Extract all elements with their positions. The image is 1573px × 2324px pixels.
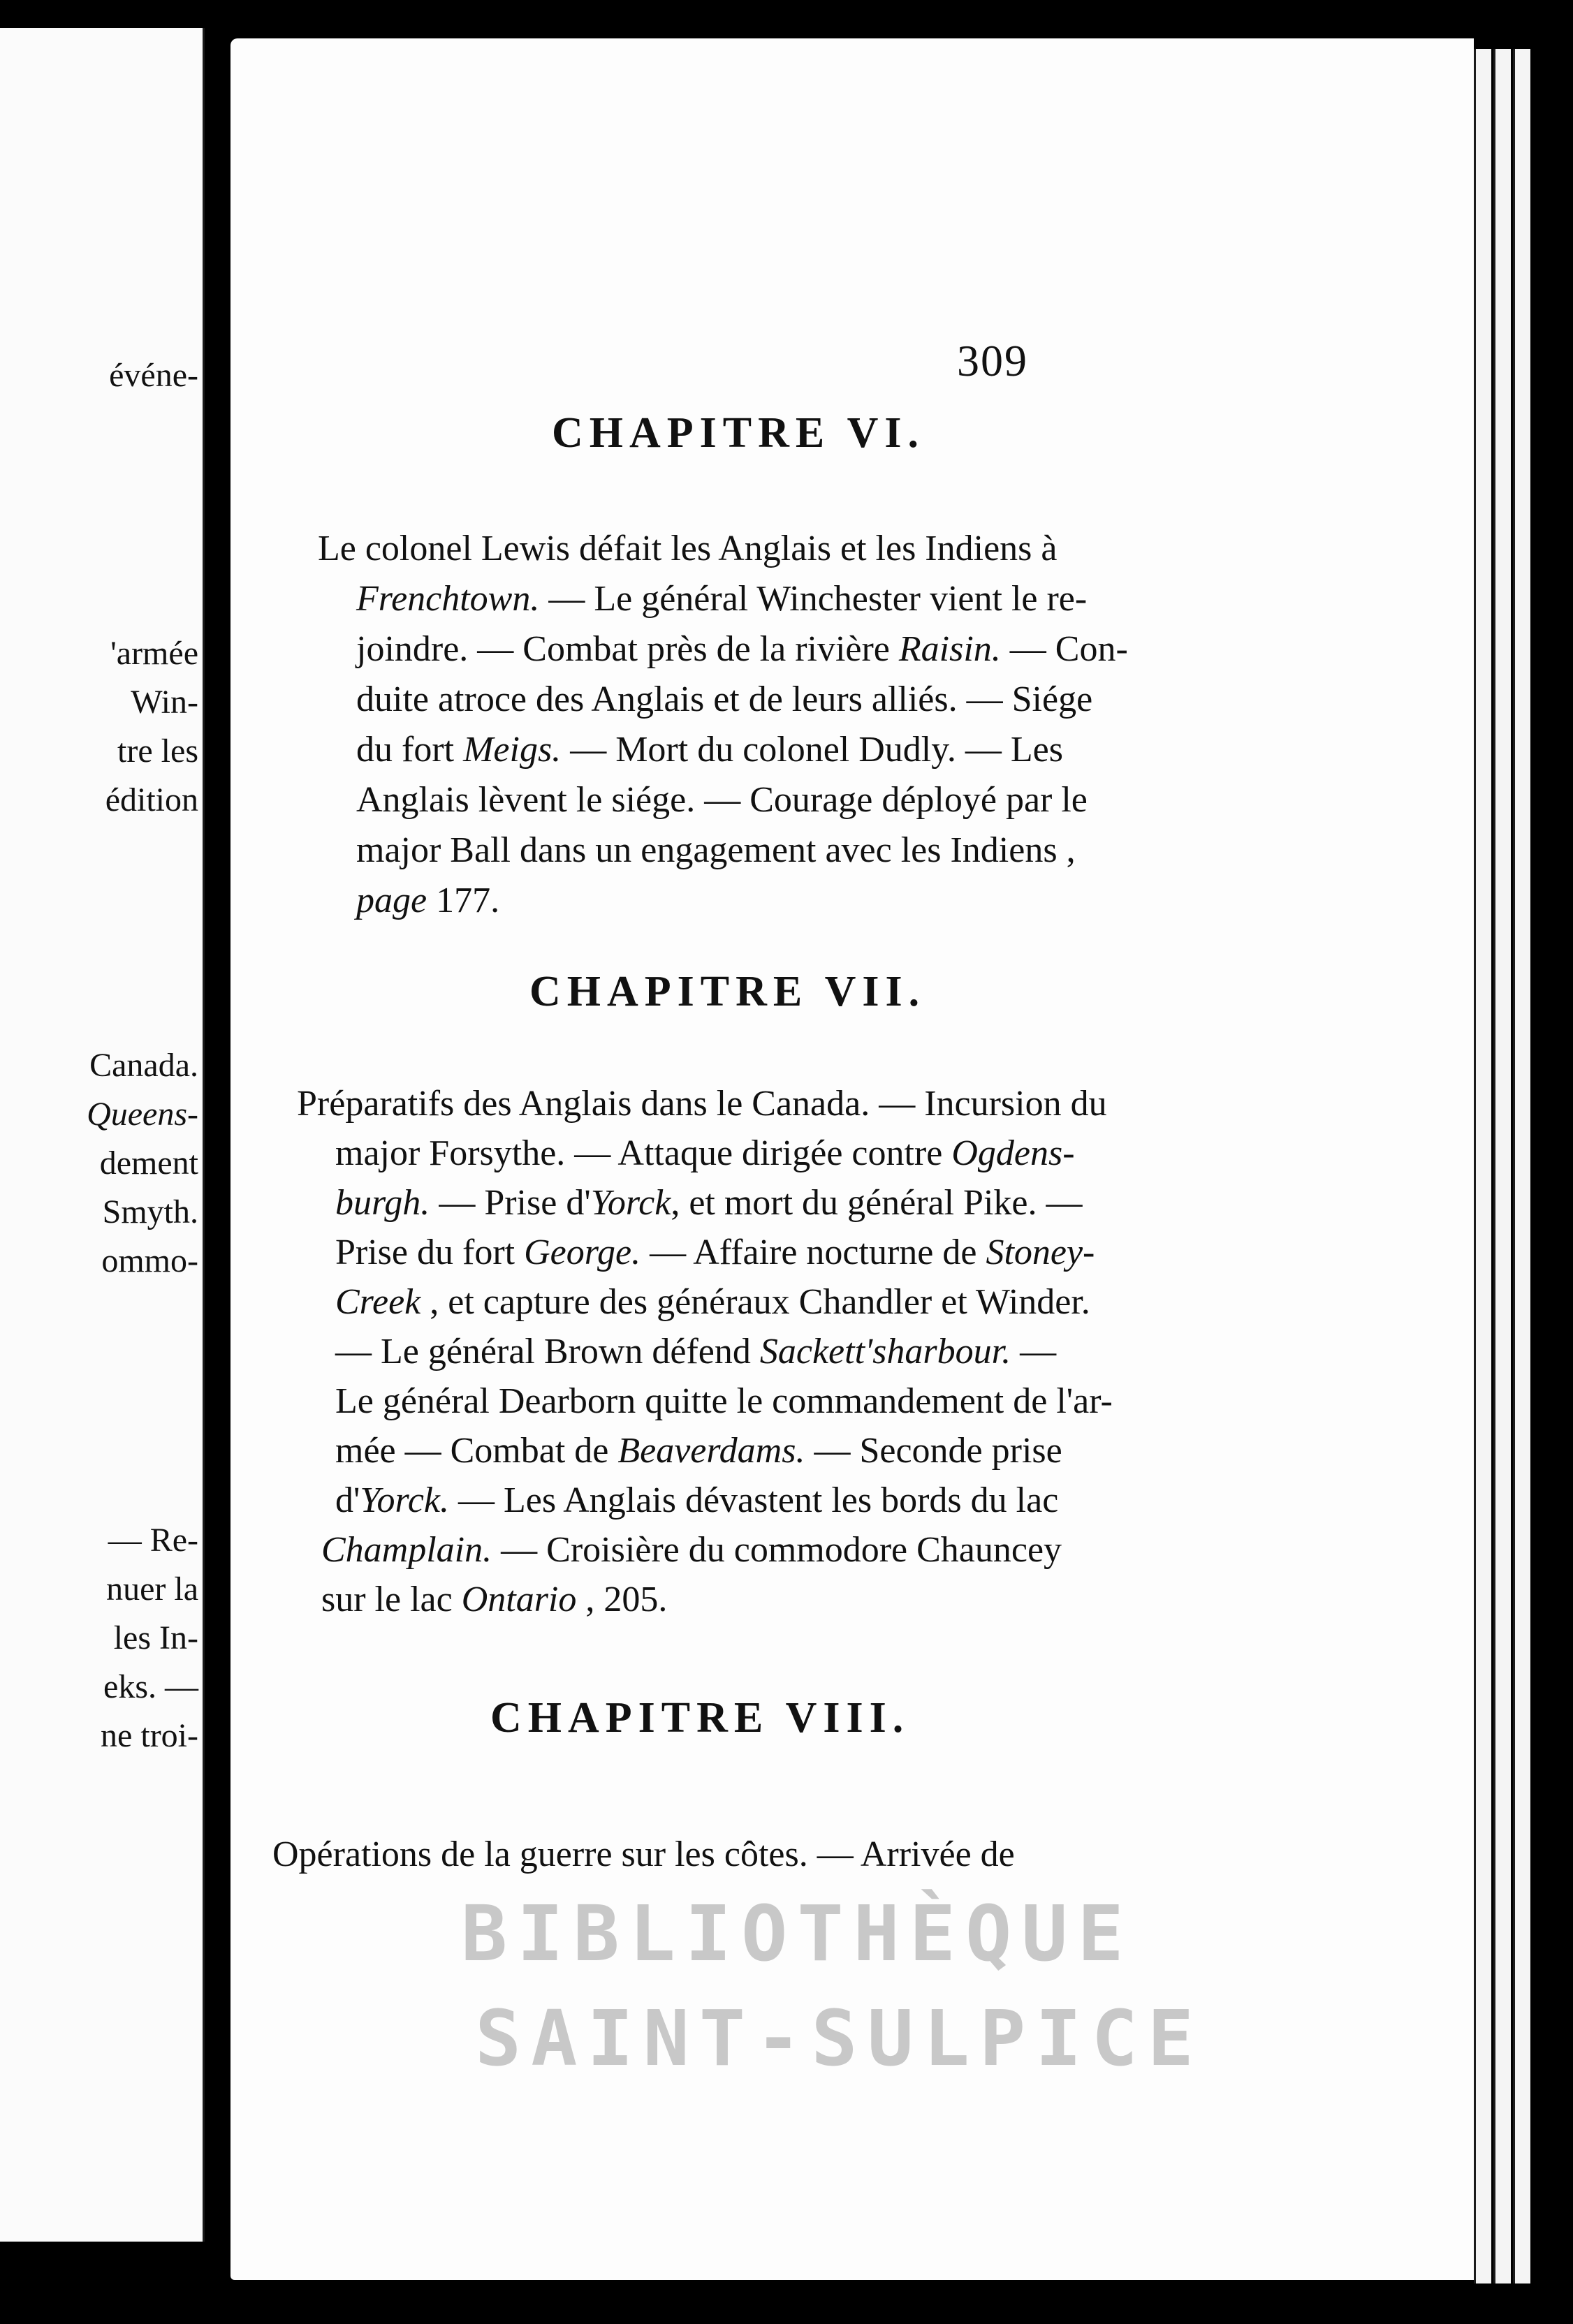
left-line: nuer la <box>106 1571 198 1608</box>
summary-text: , et mort du général Pike. — <box>671 1183 1083 1223</box>
left-line: Win- <box>131 684 198 721</box>
left-line: édition <box>105 781 198 818</box>
summary-text: — Les Anglais dévastent les bords du lac <box>449 1480 1059 1520</box>
chapter-title: CHAPITRE VII. <box>529 968 926 1015</box>
left-line: ommo- <box>101 1242 198 1279</box>
summary-line <box>335 1480 1059 1520</box>
summary-text: — Le général Brown défend <box>335 1332 760 1371</box>
summary-text: sur le lac <box>321 1580 462 1619</box>
summary-line <box>356 679 1093 719</box>
summary-text: — Affaire nocturne de <box>641 1233 986 1272</box>
summary-text: — Le général Winchester vient le re- <box>539 579 1088 619</box>
summary-text: joindre. — Combat près de la rivière <box>356 629 899 669</box>
summary-line <box>335 1235 1095 1271</box>
summary-text: — Mort du colonel Dudly. — Les <box>561 730 1063 770</box>
right-page <box>231 38 1474 2280</box>
library-stamp: SAINT-SULPICE <box>475 1994 1203 2083</box>
summary-line <box>335 1433 1062 1469</box>
summary-text: — Croisière du commodore Chauncey <box>492 1530 1062 1570</box>
left-line: tre les <box>117 733 198 770</box>
summary-line <box>356 883 499 919</box>
summary-text: Préparatifs des Anglais dans le Canada. — Incursion du <box>297 1084 1107 1124</box>
italic-term: Creek <box>335 1282 421 1322</box>
summary-text: Le colonel Lewis défait les Anglais et les Indiens à <box>318 529 1058 568</box>
left-line: — Re- <box>108 1522 198 1559</box>
italic-term: burgh. <box>335 1183 430 1223</box>
summary-line <box>318 531 1057 567</box>
summary-text: du fort <box>356 730 464 770</box>
summary-text: major Ball dans un engagement avec les Indiens , <box>356 830 1076 870</box>
chapter-title: CHAPITRE VIII. <box>490 1694 910 1742</box>
chapter-title: CHAPITRE VI. <box>552 409 925 457</box>
italic-term: Raisin. <box>898 629 1001 669</box>
summary-text: d' <box>335 1480 360 1520</box>
left-line: événe- <box>109 357 198 394</box>
summary-line <box>335 1185 1083 1221</box>
summary-text: 177. <box>427 881 500 920</box>
library-stamp: BIBLIOTHÈQUE <box>461 1889 1134 1978</box>
page-edges <box>1474 49 1551 2283</box>
italic-term: Sackett'sharbour. <box>759 1332 1011 1371</box>
summary-text: — Seconde prise <box>805 1431 1062 1471</box>
summary-text: — Con- <box>1000 629 1128 669</box>
summary-line <box>272 1834 1015 1874</box>
summary-line <box>321 1582 667 1618</box>
italic-term: Meigs. <box>463 730 562 770</box>
summary-line <box>356 581 1087 617</box>
left-line: eks. — <box>103 1668 198 1705</box>
left-facing-page <box>0 28 205 2242</box>
summary-line <box>356 782 1088 818</box>
summary-text: Prise du fort <box>335 1233 525 1272</box>
summary-line <box>335 1334 1056 1370</box>
page-number: 309 <box>957 336 1028 385</box>
summary-line <box>297 1086 1107 1122</box>
left-line: Smyth. <box>102 1193 198 1230</box>
italic-term: Frenchtown. <box>356 579 540 619</box>
summary-line <box>321 1532 1062 1568</box>
italic-term: Ontario <box>461 1580 577 1619</box>
italic-term: Yorck. <box>360 1480 449 1520</box>
summary-line <box>356 732 1063 768</box>
left-line: 'armée <box>110 635 198 672</box>
summary-text: — <box>1011 1332 1057 1371</box>
left-line: les In- <box>113 1619 198 1656</box>
summary-line <box>356 832 1076 869</box>
summary-line <box>335 1135 1075 1172</box>
summary-text: , et capture des généraux Chandler et Winder. <box>420 1282 1090 1322</box>
summary-text: Opérations de la guerre sur les côtes. — Arrivée de <box>272 1834 1015 1874</box>
summary-text: Le général Dearborn quitte le commandement de l'ar- <box>335 1381 1113 1421</box>
summary-text: duite atroce des Anglais et de leurs alliés. — Siége <box>356 679 1093 719</box>
italic-term: Yorck <box>590 1183 671 1223</box>
left-line: Queens- <box>87 1096 198 1133</box>
italic-term: Champlain. <box>321 1530 492 1570</box>
italic-term: George. <box>524 1233 641 1272</box>
summary-text: — Prise d' <box>430 1183 591 1223</box>
left-line: dement <box>99 1145 198 1182</box>
left-line: Canada. <box>89 1047 198 1084</box>
summary-text: mée — Combat de <box>335 1431 618 1471</box>
italic-term: Stoney- <box>986 1233 1095 1272</box>
left-line: ne troi- <box>101 1717 198 1754</box>
summary-text: , 205. <box>576 1580 668 1619</box>
summary-text: Anglais lèvent le siége. — Courage déployé par le <box>356 780 1088 820</box>
italic-term: Ogdens- <box>951 1133 1075 1173</box>
summary-line <box>335 1383 1113 1420</box>
summary-line <box>356 631 1128 668</box>
italic-term: Beaverdams. <box>617 1431 805 1471</box>
summary-line <box>335 1284 1090 1321</box>
italic-term: page <box>356 881 427 920</box>
summary-text: major Forsythe. — Attaque dirigée contre <box>335 1133 952 1173</box>
